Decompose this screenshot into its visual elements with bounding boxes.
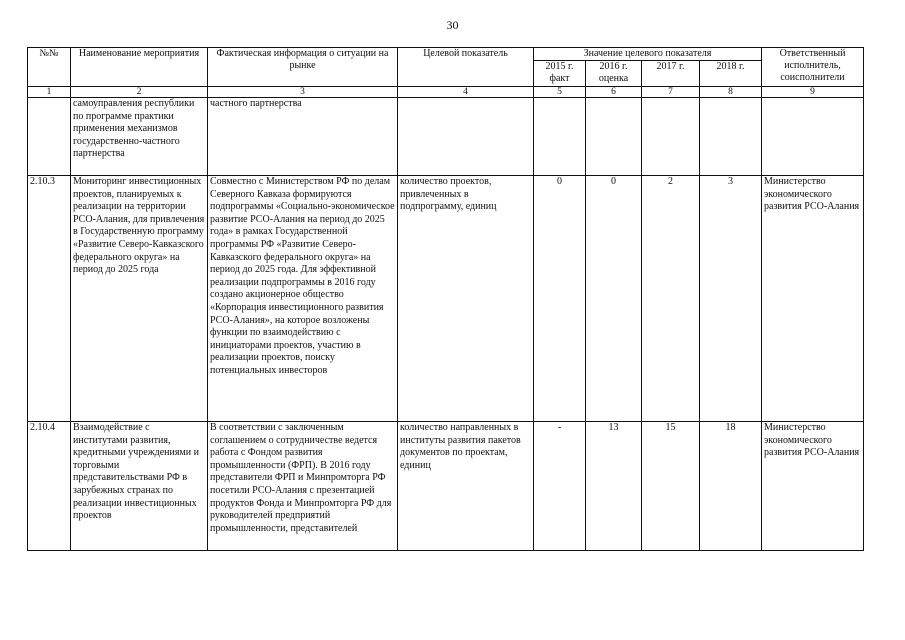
market-info: Совместно с Министерством РФ по делам Северного Кавказа формируются подпрограммы «Социально-экономическое развитие РСО-Алания на период до 2025 года» в рамках Государственной программы РФ «Развитие Северо-Кавказского федерального округа» на период до 2025 года. Для эффективной реализации подпрограммы в 2016 году создано акционерное общество «Корпорация инвестиционного развития РСО-Алания», на которое возложены функции по взаимодействию с инициаторами проектов, участию в реализации проектов, поиску потенциальных инвесторов xyxy=(208,176,398,422)
value-2016: 13 xyxy=(586,422,642,551)
value-2015: - xyxy=(534,422,586,551)
header-num: №№ xyxy=(28,48,71,87)
header-2017: 2017 г. xyxy=(642,61,700,87)
value-2018: 3 xyxy=(700,176,762,422)
header-info: Фактическая информация о ситуации на рынке xyxy=(208,48,398,87)
value-2015: 0 xyxy=(534,176,586,422)
value-2018 xyxy=(700,98,762,176)
page-number: 30 xyxy=(446,18,459,32)
table-row xyxy=(28,422,864,551)
column-number: 1 xyxy=(28,87,71,98)
value-2016 xyxy=(586,98,642,176)
header-2016: 2016 г. оценка xyxy=(586,61,642,87)
column-number: 5 xyxy=(534,87,586,98)
row-number: 2.10.3 xyxy=(28,176,71,422)
column-number: 3 xyxy=(208,87,398,98)
value-2016: 0 xyxy=(586,176,642,422)
measures-table xyxy=(27,47,864,551)
column-number: 2 xyxy=(71,87,208,98)
measure-name: Взаимодействие с институтами развития, кредитными учреждениями и торговыми представительствами РФ в зарубежных странах по реализации инвестиционных проектов xyxy=(71,422,208,551)
value-2017: 2 xyxy=(642,176,700,422)
column-number-row xyxy=(28,87,864,98)
column-number: 4 xyxy=(398,87,534,98)
value-2018: 18 xyxy=(700,422,762,551)
header-2015: 2015 г. факт xyxy=(534,61,586,87)
table-row xyxy=(28,98,864,176)
header-2018: 2018 г. xyxy=(700,61,762,87)
row-number xyxy=(28,98,71,176)
table-row xyxy=(28,176,864,422)
value-2017: 15 xyxy=(642,422,700,551)
responsible xyxy=(762,98,864,176)
column-number: 6 xyxy=(586,87,642,98)
column-number: 7 xyxy=(642,87,700,98)
header-target: Целевой показатель xyxy=(398,48,534,87)
header-values-group: Значение целевого показателя xyxy=(534,48,762,61)
measure-name: Мониторинг инвестиционных проектов, планируемых к реализации на территории РСО-Алания, для привлечения в Государственную программу «Развитие Северо-Кавказского федерального округа» на период до 2025 года xyxy=(71,176,208,422)
header-name: Наименование мероприятия xyxy=(71,48,208,87)
measure-name: самоуправления республики по программе практики применения механизмов государственно-частного партнерства xyxy=(71,98,208,176)
column-number: 9 xyxy=(762,87,864,98)
target-indicator: количество направленных в институты развития пакетов документов по проектам, единиц xyxy=(398,422,534,551)
responsible: Министерство экономического развития РСО-Алания xyxy=(762,422,864,551)
responsible: Министерство экономического развития РСО-Алания xyxy=(762,176,864,422)
target-indicator xyxy=(398,98,534,176)
target-indicator: количество проектов, привлеченных в подпрограмму, единиц xyxy=(398,176,534,422)
value-2017 xyxy=(642,98,700,176)
row-number: 2.10.4 xyxy=(28,422,71,551)
column-number: 8 xyxy=(700,87,762,98)
header-responsible: Ответственный исполнитель, соисполнители xyxy=(762,48,864,87)
market-info: В соответствии с заключенным соглашением о сотрудничестве ведется работа с Фондом развития промышленности (ФРП). В 2016 году представители ФРП и Минпромторга РФ посетили РСО-Алания с презентацией продуктов Фонда и Минпромторга РФ для руководителей предприятий промышленности, представителей xyxy=(208,422,398,551)
value-2015 xyxy=(534,98,586,176)
market-info: частного партнерства xyxy=(208,98,398,176)
